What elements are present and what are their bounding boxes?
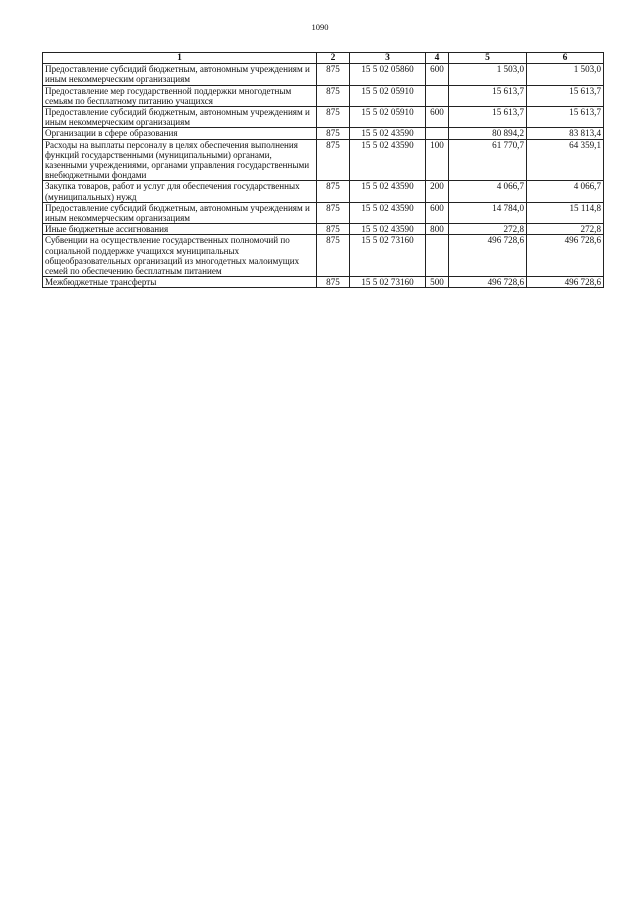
row-vr-cell (426, 128, 449, 139)
row-csr-cell: 15 5 02 73160 (350, 235, 426, 277)
row-csr-cell: 15 5 02 43590 (350, 202, 426, 223)
row-name-cell: Иные бюджетные ассигнования (43, 224, 317, 235)
row-sum-year2-cell: 4 066,7 (527, 181, 604, 202)
table-row (43, 235, 604, 277)
row-csr-cell: 15 5 02 05910 (350, 107, 426, 128)
row-ved-cell: 875 (317, 64, 350, 85)
row-csr-cell: 15 5 02 73160 (350, 277, 426, 288)
table-row (43, 107, 604, 128)
header-col-3: 3 (350, 53, 426, 64)
row-csr-cell: 15 5 02 43590 (350, 128, 426, 139)
row-vr-cell: 600 (426, 64, 449, 85)
row-name-cell: Предоставление мер государственной поддержки многодетным семьям по бесплатному питанию учащихся (43, 85, 317, 106)
row-sum-year1-cell: 14 784,0 (449, 202, 527, 223)
row-csr-cell: 15 5 02 05860 (350, 64, 426, 85)
budget-table (42, 52, 604, 288)
row-sum-year1-cell: 272,8 (449, 224, 527, 235)
header-col-5: 5 (449, 53, 527, 64)
row-name-cell: Организации в сфере образования (43, 128, 317, 139)
row-name-cell: Расходы на выплаты персоналу в целях обеспечения выполнения функций государственными (муниципальными) органами, казенными учреждениями, органами управления государственными внебюджетными фондами (43, 139, 317, 181)
table-body (43, 64, 604, 288)
row-sum-year1-cell: 15 613,7 (449, 107, 527, 128)
table-row (43, 181, 604, 202)
row-vr-cell: 600 (426, 107, 449, 128)
header-col-4: 4 (426, 53, 449, 64)
row-sum-year2-cell: 496 728,6 (527, 277, 604, 288)
table-row (43, 224, 604, 235)
row-ved-cell: 875 (317, 85, 350, 106)
table-row (43, 85, 604, 106)
row-sum-year1-cell: 496 728,6 (449, 277, 527, 288)
row-vr-cell (426, 85, 449, 106)
row-ved-cell: 875 (317, 224, 350, 235)
row-csr-cell: 15 5 02 43590 (350, 224, 426, 235)
row-name-cell: Межбюджетные трансферты (43, 277, 317, 288)
row-sum-year1-cell: 80 894,2 (449, 128, 527, 139)
row-sum-year1-cell: 15 613,7 (449, 85, 527, 106)
row-sum-year2-cell: 15 613,7 (527, 85, 604, 106)
row-csr-cell: 15 5 02 43590 (350, 139, 426, 181)
row-sum-year1-cell: 4 066,7 (449, 181, 527, 202)
row-name-cell: Предоставление субсидий бюджетным, автономным учреждениям и иным некоммерческим организациям (43, 202, 317, 223)
row-sum-year1-cell: 1 503,0 (449, 64, 527, 85)
row-sum-year2-cell: 64 359,1 (527, 139, 604, 181)
row-vr-cell: 500 (426, 277, 449, 288)
row-name-cell: Предоставление субсидий бюджетным, автономным учреждениям и иным некоммерческим организациям (43, 64, 317, 85)
table-row (43, 128, 604, 139)
header-col-6: 6 (527, 53, 604, 64)
table-row (43, 277, 604, 288)
row-vr-cell (426, 235, 449, 277)
table-row (43, 202, 604, 223)
row-vr-cell: 600 (426, 202, 449, 223)
row-sum-year2-cell: 15 613,7 (527, 107, 604, 128)
row-sum-year2-cell: 272,8 (527, 224, 604, 235)
row-vr-cell: 800 (426, 224, 449, 235)
row-ved-cell: 875 (317, 139, 350, 181)
page-number: 1090 (311, 22, 329, 32)
row-csr-cell: 15 5 02 43590 (350, 181, 426, 202)
row-vr-cell: 100 (426, 139, 449, 181)
row-csr-cell: 15 5 02 05910 (350, 85, 426, 106)
row-sum-year1-cell: 496 728,6 (449, 235, 527, 277)
row-sum-year1-cell: 61 770,7 (449, 139, 527, 181)
row-sum-year2-cell: 15 114,8 (527, 202, 604, 223)
row-ved-cell: 875 (317, 235, 350, 277)
row-ved-cell: 875 (317, 107, 350, 128)
row-sum-year2-cell: 1 503,0 (527, 64, 604, 85)
table-row (43, 139, 604, 181)
row-ved-cell: 875 (317, 128, 350, 139)
row-name-cell: Предоставление субсидий бюджетным, автономным учреждениям и иным некоммерческим организациям (43, 107, 317, 128)
header-col-2: 2 (317, 53, 350, 64)
table-row (43, 64, 604, 85)
row-ved-cell: 875 (317, 277, 350, 288)
row-name-cell: Закупка товаров, работ и услуг для обеспечения государственных (муниципальных) нужд (43, 181, 317, 202)
table-header-row (43, 53, 604, 64)
row-ved-cell: 875 (317, 181, 350, 202)
row-ved-cell: 875 (317, 202, 350, 223)
row-sum-year2-cell: 83 813,4 (527, 128, 604, 139)
header-col-1: 1 (43, 53, 317, 64)
row-vr-cell: 200 (426, 181, 449, 202)
row-name-cell: Субвенции на осуществление государственных полномочий по социальной поддержке учащихся муниципальных общеобразовательных организаций из многодетных малоимущих семей по обеспечению бесплатным питанием (43, 235, 317, 277)
row-sum-year2-cell: 496 728,6 (527, 235, 604, 277)
